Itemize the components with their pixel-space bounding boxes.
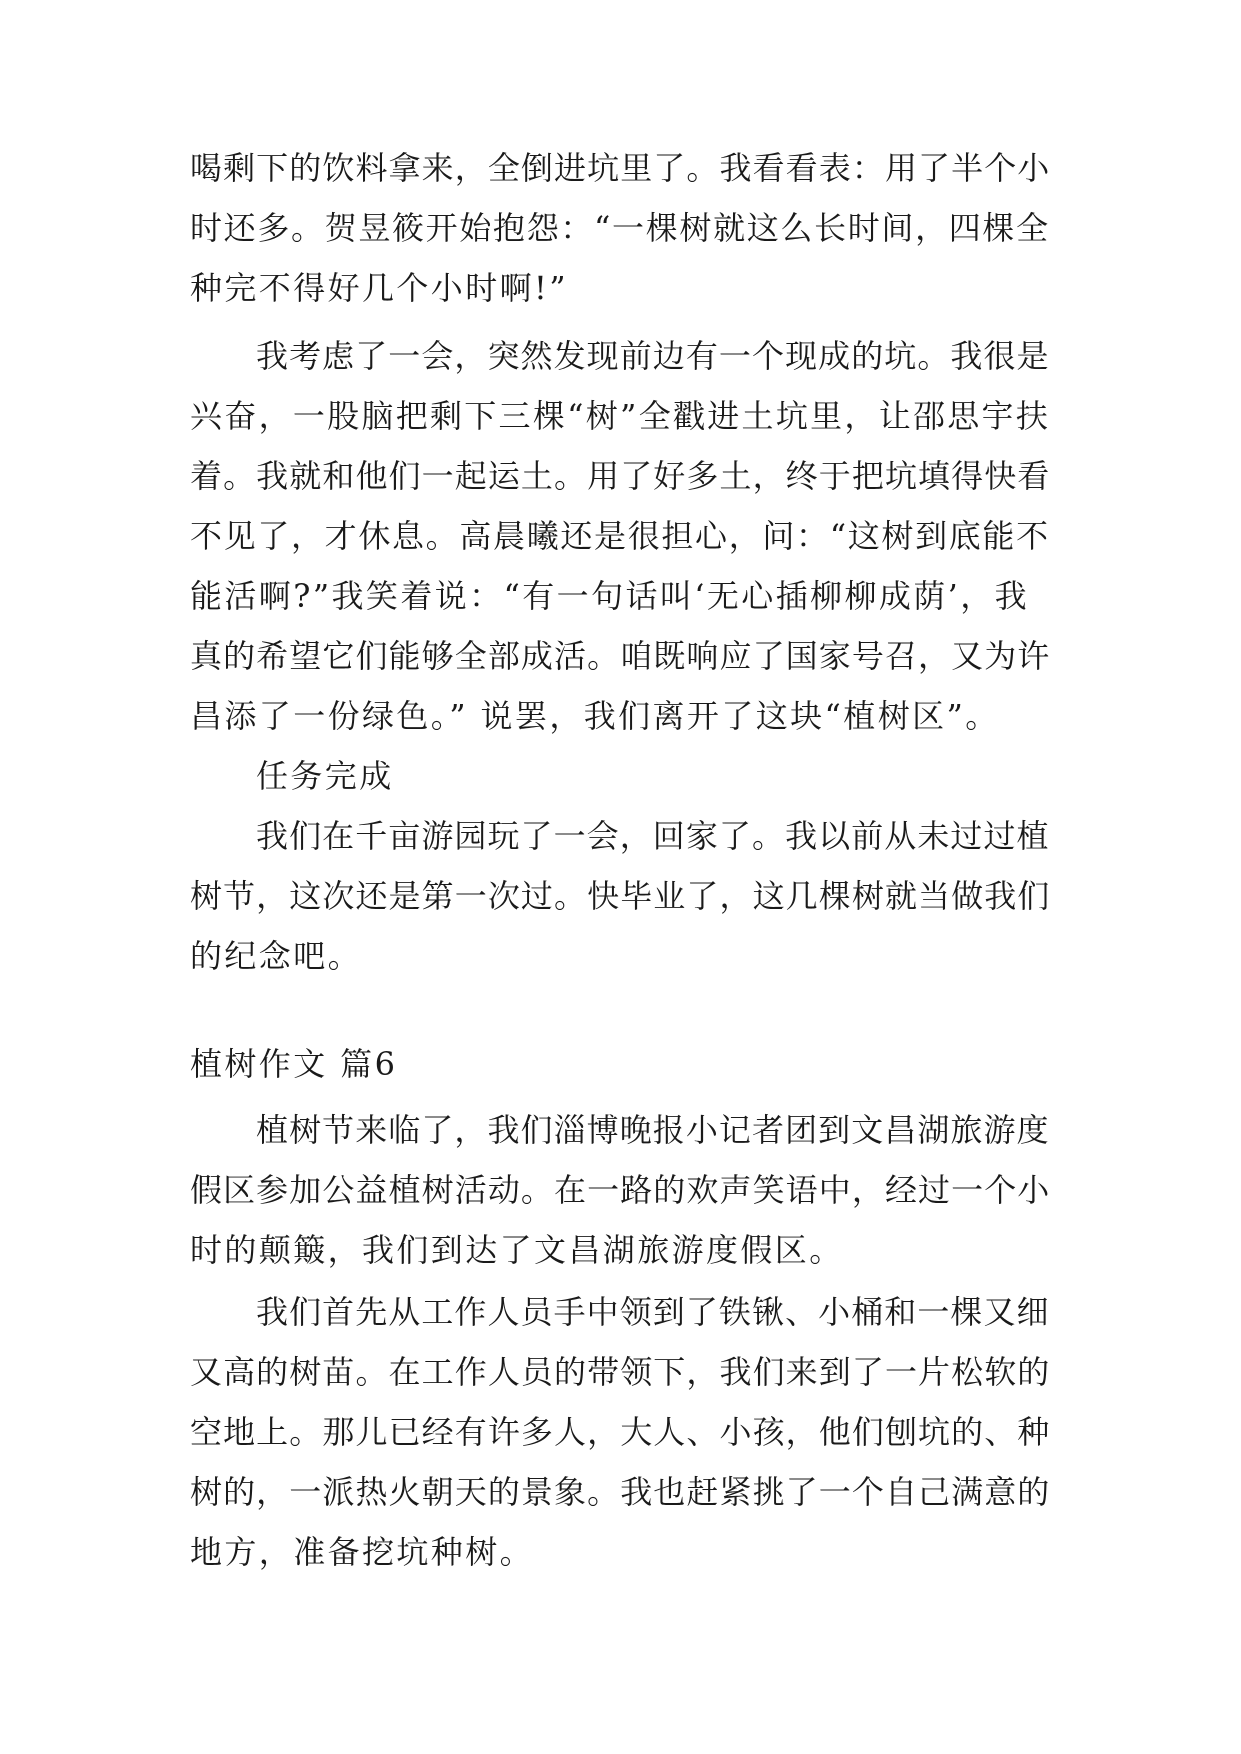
- text-line: 树的，一派热火朝天的景象。我也赶紧挑了一个自己满意的: [190, 1473, 1051, 1511]
- text-line: 树节，这次还是第一次过。快毕业了，这几棵树就当做我们: [190, 877, 1051, 915]
- paragraph-first-line: 我考虑了一会，突然发现前边有一个现成的坑。我很是: [256, 337, 1050, 375]
- section-heading: 植树作文 篇6: [190, 1045, 398, 1083]
- section-subheading: 任务完成: [256, 757, 394, 795]
- text-line: 时还多。贺昱筱开始抱怨：“一棵树就这么长时间，四棵全: [190, 209, 1050, 247]
- text-line: 的纪念吧。: [190, 937, 363, 975]
- text-line: 地方，准备挖坑种树。: [190, 1533, 535, 1571]
- text-line: 能活啊?”我笑着说：“有一句话叫‘无心插柳柳成荫’，我: [190, 577, 1030, 615]
- paragraph-first-line: 植树节来临了，我们淄博晚报小记者团到文昌湖旅游度: [256, 1111, 1050, 1149]
- text-line: 空地上。那儿已经有许多人，大人、小孩，他们刨坑的、种: [190, 1413, 1051, 1451]
- text-line: 不见了，才休息。高晨曦还是很担心，问：“这树到底能不: [190, 517, 1050, 555]
- text-line: 假区参加公益植树活动。在一路的欢声笑语中，经过一个小: [190, 1171, 1051, 1209]
- text-line: 真的希望它们能够全部成活。咱既响应了国家号召，又为许: [190, 637, 1051, 675]
- paragraph-first-line: 我们在千亩游园玩了一会，回家了。我以前从未过过植: [256, 817, 1050, 855]
- text-line: 时的颠簸，我们到达了文昌湖旅游度假区。: [190, 1231, 844, 1269]
- paragraph-first-line: 我们首先从工作人员手中领到了铁锹、小桶和一棵又细: [256, 1293, 1050, 1331]
- text-line: 兴奋，一股脑把剩下三棵“树”全戳进土坑里，让邵思宇扶: [190, 397, 1051, 435]
- text-line: 昌添了一份绿色。” 说罢，我们离开了这块“植树区”。: [190, 697, 1000, 735]
- text-line: 着。我就和他们一起运土。用了好多土，终于把坑填得快看: [190, 457, 1051, 495]
- text-line: 又高的树苗。在工作人员的带领下，我们来到了一片松软的: [190, 1353, 1051, 1391]
- text-line: 种完不得好几个小时啊!”: [190, 269, 569, 307]
- text-line: 喝剩下的饮料拿来，全倒进坑里了。我看看表：用了半个小: [190, 149, 1051, 187]
